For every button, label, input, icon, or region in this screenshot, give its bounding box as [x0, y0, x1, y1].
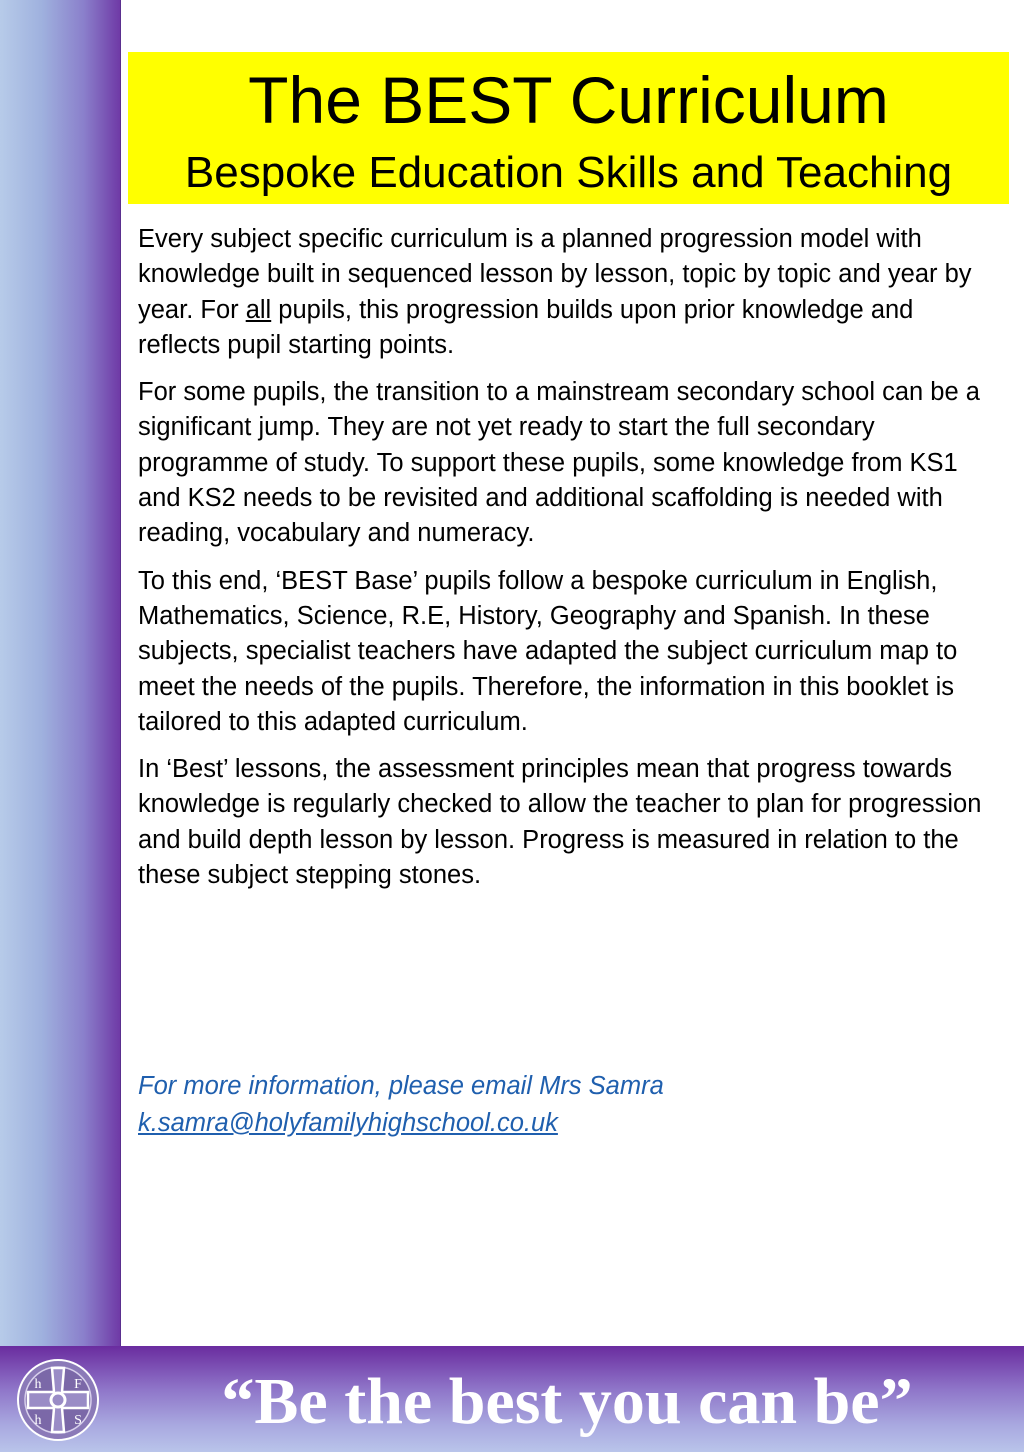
contact-block — [138, 1068, 998, 1142]
paragraph-1-underlined-word: all — [245, 295, 272, 324]
contact-line: For more information, please email Mrs Samra — [138, 1072, 664, 1100]
logo-letter-3: h — [34, 1413, 42, 1428]
paragraph-2: For some pupils, the transition to a mainstream secondary school can be a significant jump. They are not yet ready to start the full secondary programme of study. To support these pupils, some knowledge from KS1 and KS2 needs to be revisited and additional scaffolding is needed with reading, vocabulary and numeracy. — [138, 378, 980, 548]
paragraph-3: To this end, ‘BEST Base’ pupils follow a bespoke curriculum in English, Mathematics, Science, R.E, History, Geography and Spanish. In these subjects, specialist teachers have adapted the subject curriculum map to meet the needs of the pupils. Therefore, the information in this booklet is tailored to this adapted curriculum. — [138, 566, 958, 736]
school-motto: “Be the best you can be” — [221, 1365, 913, 1438]
paragraph-1-start: Every subject specific curriculum is a planned progression model with knowledge built in sequenced lesson by lesson, topic by topic and year by year. For — [138, 225, 972, 324]
side-decor-bar — [0, 0, 121, 1346]
page-subtitle: Bespoke Education Skills and Teaching — [184, 148, 953, 197]
logo-letter-2: F — [74, 1377, 82, 1392]
title-banner — [128, 52, 1009, 204]
page-title: The BEST Curriculum — [248, 63, 889, 137]
logo-letter-1: h — [34, 1377, 42, 1392]
paragraph-1-end: pupils, this progression builds upon prior knowledge and reflects pupil starting points. — [138, 295, 914, 359]
contact-email-link[interactable]: k.samra@holyfamilyhighschool.co.uk — [138, 1109, 558, 1137]
body-text — [138, 222, 998, 905]
school-logo-icon — [16, 1358, 100, 1442]
paragraph-1 — [138, 222, 998, 363]
logo-letter-4: S — [74, 1413, 82, 1428]
paragraph-4: In ‘Best’ lessons, the assessment principles mean that progress towards knowledge is regularly checked to allow the teacher to plan for progression and build depth lesson by lesson. Progress is measured in relation to the these subject stepping stones. — [138, 755, 982, 890]
